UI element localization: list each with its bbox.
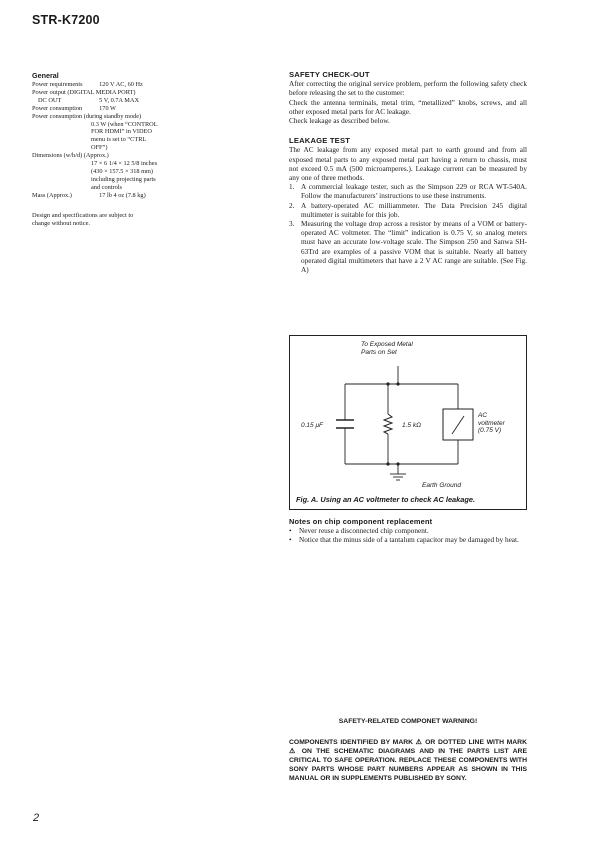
specs-disclaimer: Design and specifications are subject to change without notice. — [32, 211, 134, 227]
spec-value: 0.3 W (when “CONTROL FOR HDMI” in VIDEO menu is set to “CTRL OFF”) — [91, 120, 158, 152]
spec-row — [32, 152, 158, 160]
spec-label: DC OUT — [38, 96, 62, 104]
spec-label: Power output (DIGITAL MEDIA PORT) — [32, 88, 136, 96]
chip-notes-list — [289, 527, 527, 545]
spec-value: 17 × 6 1/4 × 12 5/8 inches (430 × 157.5 × 318 mm) including projecting parts and controls — [91, 160, 158, 191]
spec-value: 5 V, 0.7A MAX — [99, 96, 139, 104]
chip-notes-section — [289, 517, 527, 546]
label-exposed-metal: To Exposed Metal Parts on Set — [361, 341, 413, 356]
spec-label: Mass (Approx.) — [32, 191, 72, 199]
spec-row — [32, 192, 158, 200]
junction-dot-bottom — [396, 462, 399, 465]
specifications-section — [32, 71, 192, 228]
resistor-symbol — [384, 414, 392, 434]
spec-row — [32, 121, 158, 153]
label-resistor: 1.5 kΩ — [402, 422, 422, 429]
spec-label: Dimensions (w/h/d) (Approx.) — [32, 152, 109, 160]
junction-dot-bottom-resistor — [386, 462, 389, 465]
list-number: 3. — [289, 220, 295, 229]
specs-heading: General — [32, 71, 59, 80]
safety-checkout-title: SAFETY CHECK-OUT — [289, 70, 370, 79]
spec-row — [32, 105, 158, 113]
safety-checkout-line2: Check the antenna terminals, metal trim, “metallized” knobs, screws, and all other exposed metal parts for AC leakage. — [289, 98, 527, 116]
spec-value: 170 W — [99, 104, 117, 112]
spec-value: 120 V AC, 60 Hz — [99, 81, 143, 88]
list-text: A commercial leakage tester, such as the Simpson 229 or RCA WT-540A. Follow the manufacturers’ instructions to use these instruments. — [301, 183, 527, 201]
chip-notes-title: Notes on chip component replacement — [289, 517, 433, 526]
voltmeter-needle — [452, 416, 464, 434]
list-text: A battery-operated AC milliammeter. The Data Precision 245 digital multimeter is suitable for this job. — [301, 201, 527, 219]
leakage-methods-list — [289, 183, 527, 275]
junction-dot-top — [396, 382, 399, 385]
list-item: • Notice that the minus side of a tantalum capacitor may be damaged by heat. — [289, 536, 527, 545]
list-item: • Never reuse a disconnected chip component. — [289, 527, 527, 536]
list-number: 1. — [289, 183, 295, 192]
leakage-test-title: LEAKAGE TEST — [289, 136, 351, 146]
spec-row — [32, 97, 158, 105]
spec-label: Power consumption — [32, 104, 83, 112]
safety-checkout-line3: Check leakage as described below. — [289, 117, 390, 126]
spec-row — [32, 113, 158, 121]
spec-value: 17 lb 4 oz (7.8 kg) — [99, 191, 146, 199]
specs-table — [32, 81, 158, 200]
spec-label: Power consumption (during standby mode) — [32, 112, 142, 120]
label-voltmeter: AC voltmeter (0.75 V) — [478, 412, 505, 435]
list-number: 2. — [289, 201, 295, 210]
label-earth-ground: Earth Ground — [422, 482, 462, 489]
warning-body: COMPONENTS IDENTIFIED BY MARK ⚠ OR DOTTED LINE WITH MARK ⚠ ON THE SCHEMATIC DIAGRAMS AND IN THE PARTS LIST ARE CRITICAL TO SAFE OPERATION. REPLACE THESE COMPONENTS WITH SONY PARTS WHOSE PART NUMBERS APPEAR AS SHOWN IN THIS MANUAL OR IN SUPPLEMENTS PUBLISHED BY SONY. — [289, 739, 527, 782]
list-item — [289, 220, 527, 275]
figure-a-circuit — [289, 335, 527, 510]
model-number: STR-K7200 — [32, 13, 100, 27]
spec-label: Power requirements — [32, 81, 83, 88]
list-item — [289, 202, 527, 220]
spec-row — [32, 89, 158, 97]
spec-row — [32, 81, 158, 89]
list-item — [289, 183, 527, 201]
label-capacitor: 0.15 μF — [301, 422, 323, 429]
junction-dot-top-resistor — [386, 382, 389, 385]
warning-title: SAFETY-RELATED COMPONET WARNING! — [338, 718, 478, 725]
spec-row — [32, 160, 158, 192]
list-text: Measuring the voltage drop across a resistor by means of a VOM or battery-operated AC voltmeter. The “limit” indication is 0.75 V, so analog meters must have an accurate low-voltage scale. The Simpson 250 and Sanwa SH-63Trd are examples of a passive VOM that is suitable. Nearly all battery operated digital multimeters that have a 2 V AC range are suitable. (See Fig. A) — [301, 220, 527, 275]
leakage-test-body: The AC leakage from any exposed metal part to earth ground and from all exposed metal parts to any exposed metal part having a return to chassis, must not exceed 0.5 mA (500 microamperes.). Leakage current can be measured by any one of three methods. — [289, 146, 527, 183]
safety-checkout-body: After correcting the original service problem, perform the following safety check before releasing the set to the customer: — [289, 80, 527, 98]
safety-text-column — [289, 70, 527, 275]
page-number: 2 — [33, 812, 40, 824]
figure-caption: Fig. A. Using an AC voltmeter to check AC leakage. — [296, 495, 476, 504]
safety-warning-section — [289, 718, 527, 783]
